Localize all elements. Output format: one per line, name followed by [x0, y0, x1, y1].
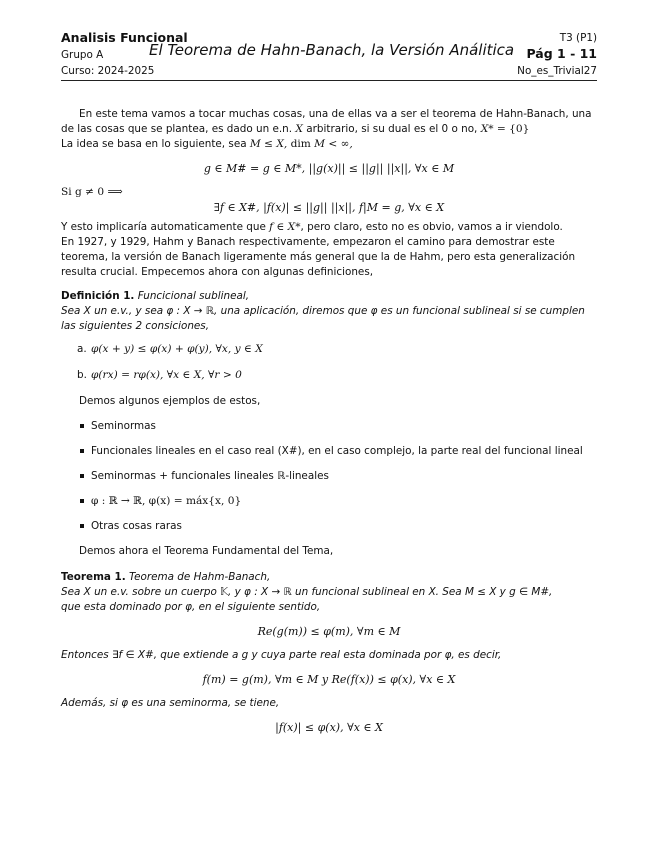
theorem-heading	[61, 570, 597, 585]
list-item	[61, 444, 597, 459]
item-label: b.	[77, 369, 87, 381]
item-formula: φ(x + y) ≤ φ(x) + φ(y), ∀x, y ∈ X	[91, 343, 263, 355]
course-name: Analisis Funcional	[61, 30, 188, 45]
theorem-text-b: que esta dominado por φ, en el siguiente sentido,	[61, 601, 321, 613]
definition-conditions	[61, 342, 597, 383]
list-item	[61, 368, 597, 383]
example-text: Seminormas	[91, 420, 156, 432]
intro-text-2: La idea se basa en lo siguiente, sea	[61, 138, 247, 150]
page	[61, 30, 597, 734]
document-body	[61, 107, 597, 735]
definition-label: Definición 1.	[61, 290, 135, 302]
definition-block	[61, 289, 597, 559]
example-text: Funcionales lineales en el caso real (X#), en el caso complejo, la parte real del funcional lineal	[91, 445, 583, 457]
theorem-equation-1: Re(g(m)) ≤ φ(m), ∀m ∈ M	[257, 625, 401, 638]
theorem-equation-3: |f(x)| ≤ φ(x), ∀x ∈ X	[275, 721, 383, 734]
intro-text-1c: arbitrario, si su dual es el 0 o no,	[306, 123, 478, 135]
examples-intro: Demos algunos ejemplos de estos,	[79, 395, 261, 407]
theorem-equation-2: f(m) = g(m), ∀m ∈ M y Re(f(x)) ≤ φ(x), ∀x ∈ X	[202, 673, 456, 686]
definition-name: Funcicional sublineal,	[137, 290, 250, 302]
definition-text-a: Sea X un e.v., y sea φ : X → ℝ, una aplicación, diremos que φ es un funcional sublineal si se cumplen	[61, 305, 585, 317]
example-text: φ : ℝ → ℝ, φ(x) = máx{x, 0}	[91, 495, 242, 507]
bullet-icon	[80, 524, 84, 528]
intro-text-1b: de las cosas que se plantea, es dado un e.n.	[61, 123, 293, 135]
bullet-icon	[80, 424, 84, 428]
header-rule	[61, 80, 597, 81]
group-label: Grupo A	[61, 49, 104, 61]
equation-2: ∃f ∈ X#, |f(x)| ≤ ||g|| ||x||, f|M = g, ∀x ∈ X	[213, 201, 445, 214]
intro-paragraph-2: La idea se basa en lo siguiente, sea M ≤ X, dim M < ∞,	[61, 138, 353, 150]
list-item	[61, 419, 597, 434]
document-title: El Teorema de Hahn-Banach, la Versión Análitica	[149, 41, 515, 59]
theorem-text-c: Entonces ∃f ∈ X#, que extiende a g y cuya parte real esta dominada por φ, es decir,	[61, 649, 502, 661]
page-header	[61, 30, 597, 80]
intro-paragraph-5: En 1927, y 1929, Hahm y Banach respectivamente, empezaron el camino para demostrar este teorema, la versión de Banach ligeramente más general que la de Hahm, pero esta generalización resulta crucial. Empecemos ahora con algunas definiciones,	[61, 236, 576, 278]
example-text: Seminormas + funcionales lineales ℝ-lineales	[91, 470, 329, 482]
intro-text-4b: , pero claro, esto no es obvio, vamos a ir viendolo.	[300, 221, 563, 233]
bullet-icon	[80, 474, 84, 478]
equation-1: g ∈ M# = g ∈ M*, ||g(x)|| ≤ ||g|| ||x||, ∀x ∈ M	[203, 162, 455, 175]
intro-condition: Si g ≠ 0 ⟹	[61, 186, 123, 198]
list-item	[61, 342, 597, 357]
academic-year: Curso: 2024-2025	[61, 65, 155, 77]
intro-paragraph-1: En este tema vamos a tocar muchas cosas, una de ellas va a ser el teorema de Hahn-Banach, una de las cosas que se plantea, es dado un e.n. X arbitrario, si su dual es el 0 o no, X* = {0}	[61, 108, 592, 135]
bullet-icon	[80, 449, 84, 453]
item-formula: φ(rx) = rφ(x), ∀x ∈ X, ∀r > 0	[91, 369, 242, 381]
author-name: No_es_Trivial27	[517, 65, 597, 77]
intro-paragraph-4: Y esto implicaría automaticamente que f ∈ X*, pero claro, esto no es obvio, vamos a ir viendolo.	[61, 221, 563, 233]
page-number: Pág 1 - 11	[526, 46, 597, 61]
example-text: Otras cosas raras	[91, 520, 182, 532]
definition-text-b: las siguientes 2 consiciones,	[61, 320, 210, 332]
theorem-label: Teorema 1.	[61, 571, 126, 583]
examples-list	[61, 419, 597, 534]
theorem-block	[61, 570, 597, 735]
intro-text-1a: En este tema vamos a tocar muchas cosas, una de ellas va a ser el teorema de Hahn-Banach, una	[79, 108, 592, 120]
list-item	[61, 494, 597, 509]
theorem-name: Teorema de Hahm-Banach,	[129, 571, 271, 583]
topic-code: T3 (P1)	[559, 32, 597, 44]
intro-text-4a: Y esto implicaría automaticamente que	[61, 221, 266, 233]
list-item	[61, 469, 597, 484]
bullet-icon	[80, 499, 84, 503]
item-label: a.	[77, 343, 87, 355]
theorem-text-a: Sea X un e.v. sobre un cuerpo 𝕂, y φ : X → ℝ un funcional sublineal en X. Sea M ≤ X y g ∈ M#,	[61, 586, 553, 598]
theorem-text-d: Además, si φ es una seminorma, se tiene,	[61, 697, 280, 709]
definition-heading	[61, 289, 597, 304]
list-item	[61, 519, 597, 534]
definition-outro: Demos ahora el Teorema Fundamental del Tema,	[79, 545, 334, 557]
